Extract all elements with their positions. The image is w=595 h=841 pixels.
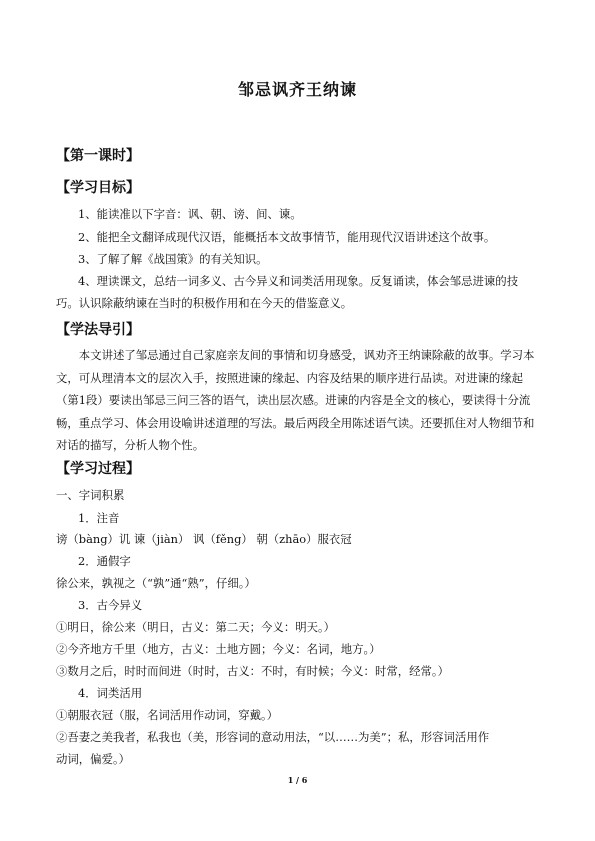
item-heading: 4．词类活用 bbox=[78, 686, 143, 700]
page-title: 邹忌讽齐王纳谏 bbox=[237, 80, 357, 99]
guji-line: ③数月之后，时时而间进（时时，古义：不时，有时候；今义：时常，经常。） bbox=[56, 664, 449, 678]
section-goals-heading: 【学习目标】 bbox=[56, 180, 140, 196]
tongjia-line: 徐公来，孰视之（“孰”通“熟”，仔细。） bbox=[56, 576, 256, 590]
goal-item: 1、能读准以下字音：讽、朝、谤、间、谏。 bbox=[78, 207, 302, 221]
huoyong-line: ①朝服衣冠（服，名词活用作动词，穿戴。） bbox=[56, 708, 279, 722]
goal-item: 2、能把全文翻译成现代汉语，能概括本文故事情节，能用现代汉语讲述这个故事。 bbox=[78, 230, 496, 244]
item-heading: 2．通假字 bbox=[78, 554, 131, 568]
process-part-title: 一、字词积累 bbox=[56, 488, 125, 502]
page-number: 1 / 6 bbox=[287, 775, 308, 785]
goal-item: 4、理读课文，总结一词多义、古今异义和词类活用现象。反复诵读，体会邹忌进谏的技 bbox=[78, 274, 519, 288]
item-heading: 1．注音 bbox=[78, 511, 120, 525]
method-paragraph: 本文讲述了邹忌通过自己家庭亲友间的事情和切身感受，讽劝齐王纳谏除蔽的故事。学习本文，可从理清本文的层次入手，按照进谏的缘起、内容及结果的顺序进行品读。对进谏的缘起（第1段）要读出邹忌三问三答的语气，读出层次感。进谏的内容是全文的核心，要读得十分流畅，重点学习、体会用设喻讲述道理的写法。最后两段全用陈述语气读。还要抓住对人物细节和对话的描写，分析人物个性。 bbox=[56, 348, 535, 452]
guji-line: ②今齐地方千里（地方，古义：土地方圆；今义：名词，地方。） bbox=[56, 642, 381, 656]
section-process-heading: 【学习过程】 bbox=[56, 461, 140, 477]
pinyin-line: 谤（bàng）讥 谏（jiàn） 讽（fěng） 朝（zhāo）服衣冠 bbox=[56, 532, 352, 546]
guji-line: ①明日，徐公来（明日，古义：第二天；今义：明天。） bbox=[56, 620, 336, 634]
huoyong-line-continued: 动词，偏爱。） bbox=[56, 752, 131, 766]
section-lesson-heading: 【第一课时】 bbox=[56, 148, 140, 164]
huoyong-line: ②吾妻之美我者，私我也（美，形容词的意动用法，“以……为美”；私，形容词活用作 bbox=[56, 730, 490, 744]
item-heading: 3．古今异义 bbox=[78, 598, 143, 612]
goal-item-continued: 巧。认识除蔽纳谏在当时的积极作用和在今天的借鉴意义。 bbox=[56, 296, 353, 310]
goal-item: 3、了解了解《战国策》的有关知识。 bbox=[78, 252, 268, 266]
section-method-heading: 【学法导引】 bbox=[56, 322, 140, 338]
